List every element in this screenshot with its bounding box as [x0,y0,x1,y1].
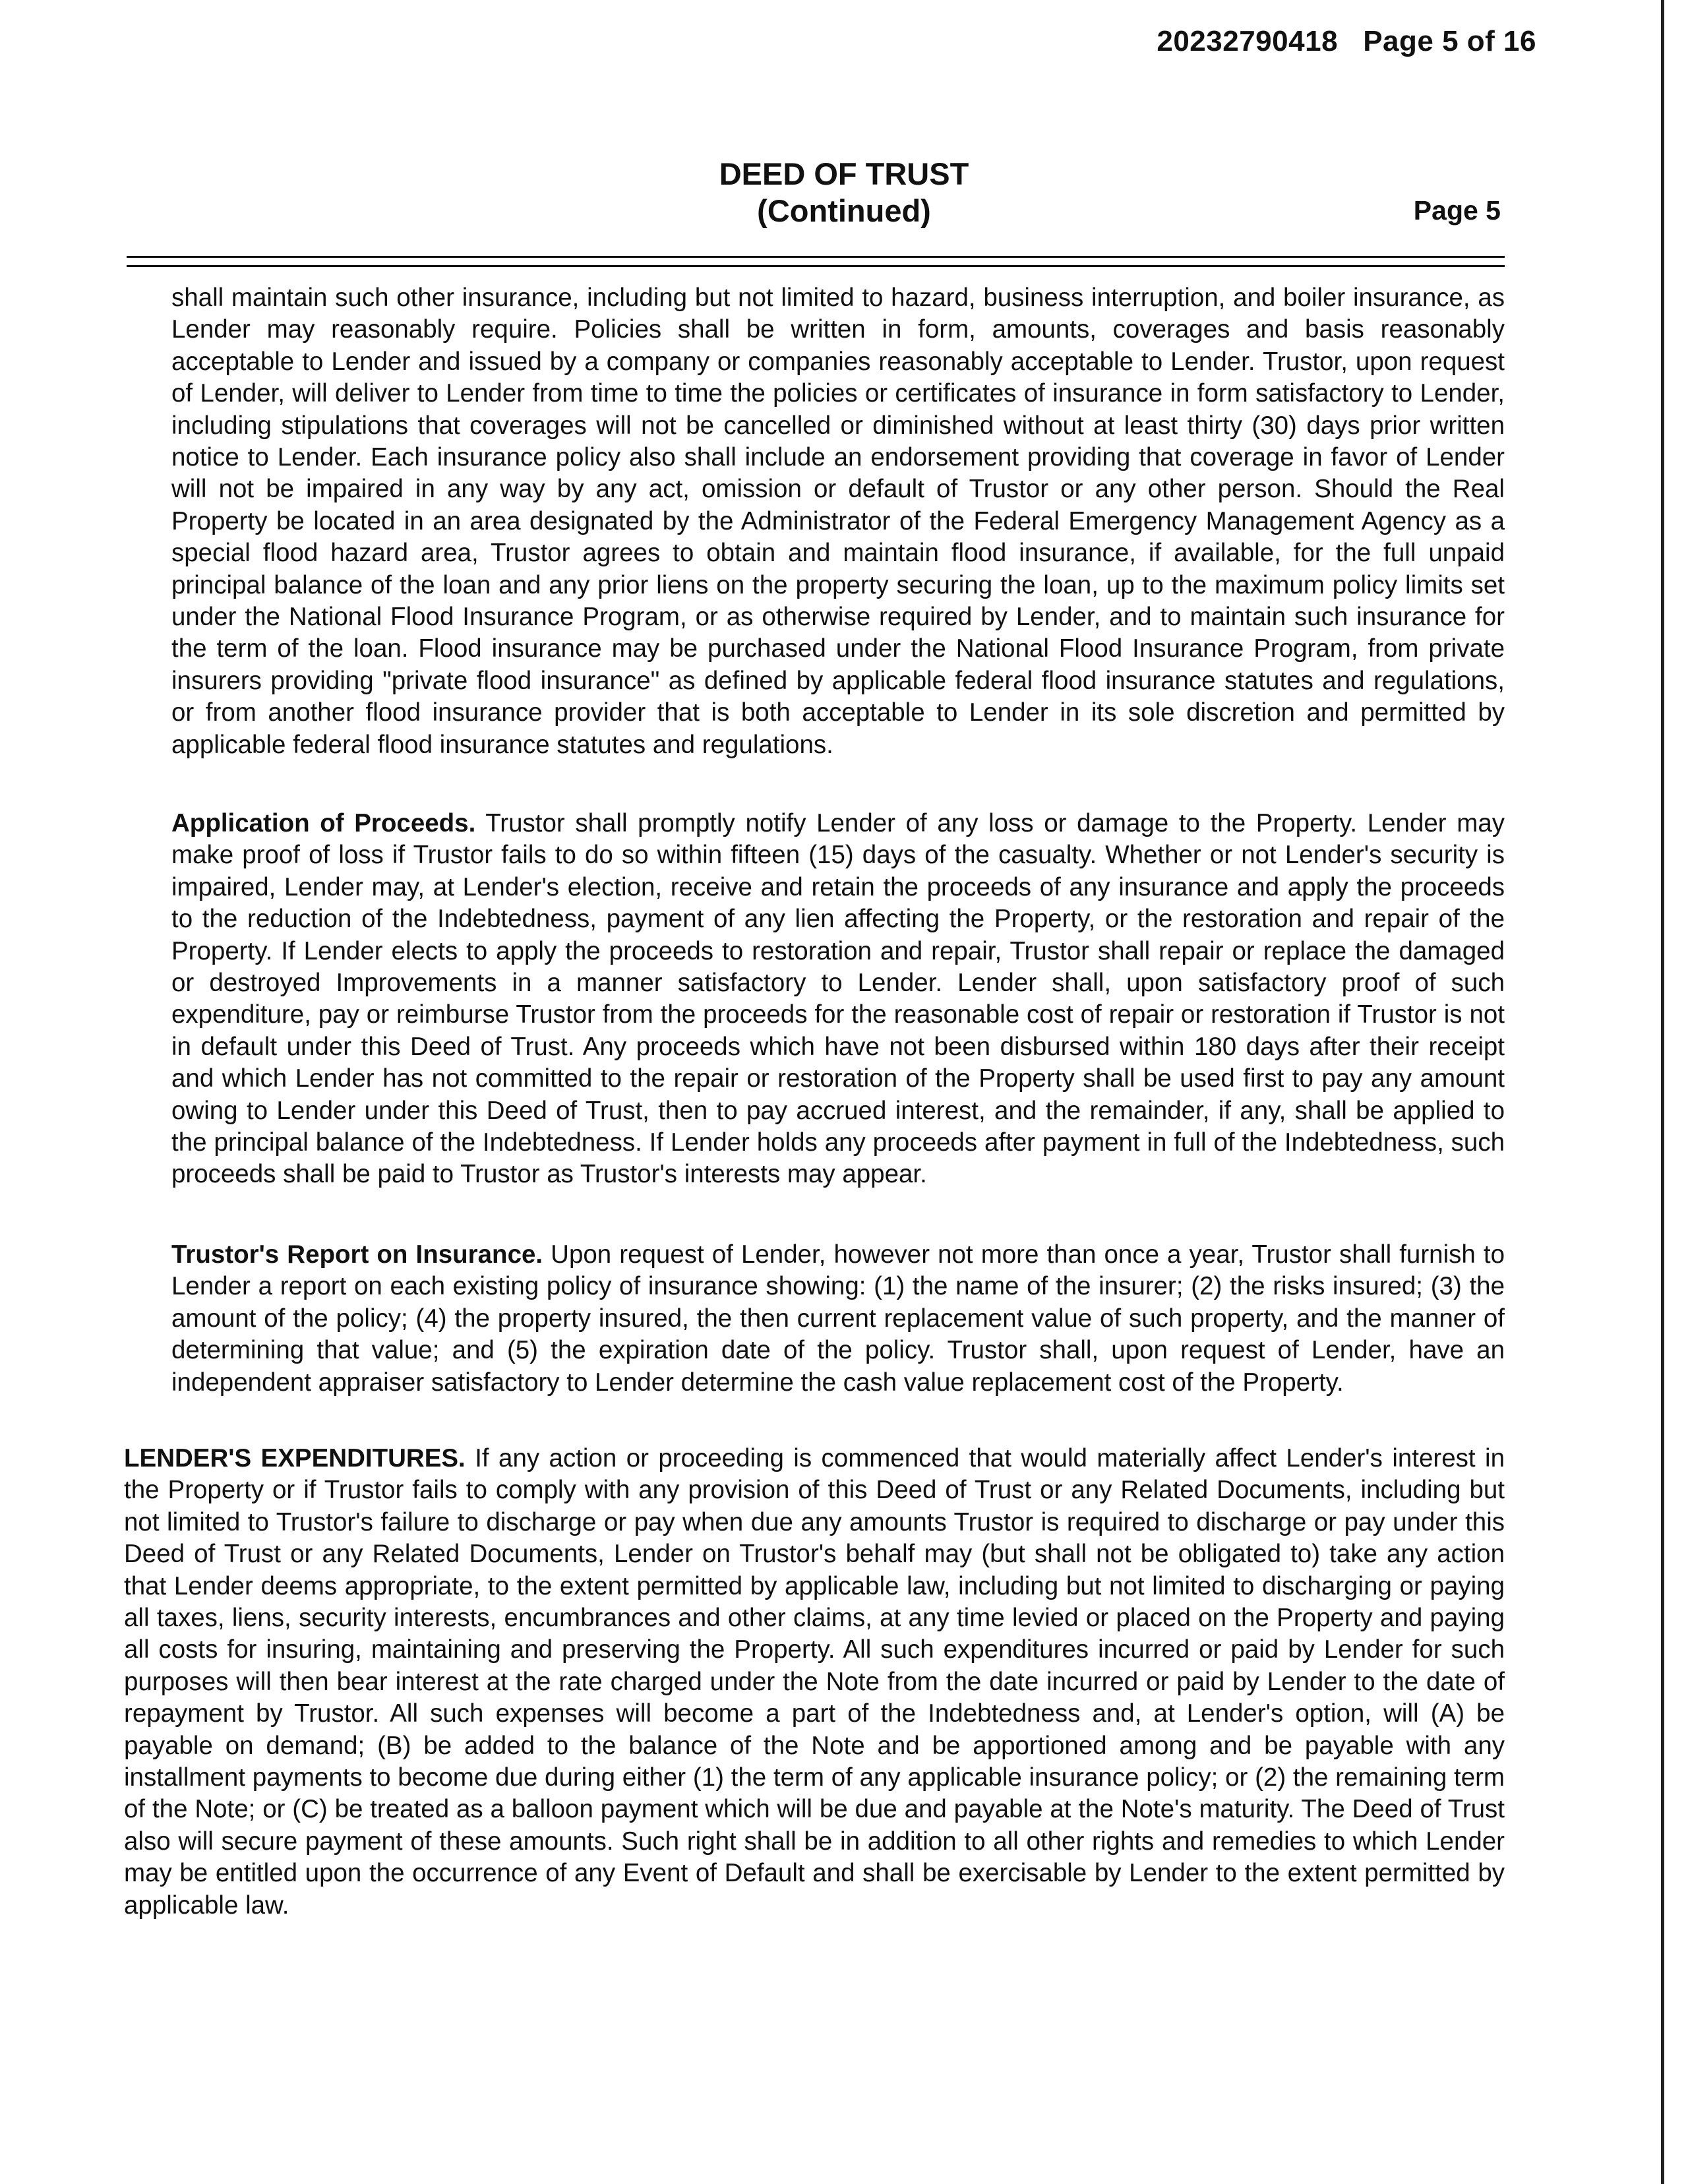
page-number-label: Page 5 [1413,195,1501,226]
document-number: 20232790418 Page 5 of 16 [1157,25,1536,57]
insurance-continued-section [171,282,1505,761]
application-of-proceeds-heading: Application of Proceeds. [171,809,476,837]
page-title: DEED OF TRUST [719,156,969,191]
page-subtitle: (Continued) [757,193,931,228]
trustors-report-text: Upon request of Lender, however not more than once a year, Trustor shall furnish to Lender a report on each existing policy of insurance showing: (1) the name of the insurer; (2) the risks insured; (3) the amount of the policy; (4) the property insured, the then current replacement value of such property, and the manner of determining that value; and (5) the expiration date of the policy. Trustor shall, upon request of Lender, have an independent appraiser satisfactory to Lender determine the cash value replacement cost of the Property. [171,1240,1505,1397]
page-edge-rule [1661,0,1664,2184]
lenders-expenditures-section [124,1443,1505,1922]
header-divider-top [127,256,1505,258]
lenders-expenditures-text: If any action or proceeding is commenced that would materially affect Lender's interest in the Property or if Trustor fails to comply with any provision of this Deed of Trust or any Related Documents, including but not limited to Trustor's failure to discharge or pay when due any amounts Trustor is required to discharge or pay under this Deed of Trust or any Related Documents, Lender on Trustor's behalf may (but shall not be obligated to) take any action that Lender deems appropriate, to the extent permitted by applicable law, including but not limited to discharging or paying all taxes, liens, security interests, encumbrances and other claims, at any time levied or placed on the Property and paying all costs for insuring, maintaining and preserving the Property. All such expenditures incurred or paid by Lender for such purposes will then bear interest at the rate charged under the Note from the date incurred or paid by Lender to the date of repayment by Trustor. All such expenses will become a part of the Indebtedness and, at Lender's option, will (A) be payable on demand; (B) be added to the balance of the Note and be apportioned among and be payable with any installment payments to become due during either (1) the term of any applicable insurance policy; or (2) the remaining term of the Note; or (C) be treated as a balloon payment which will be due and payable at the Note's maturity. The Deed of Trust also will secure payment of these amounts. Such right shall be in addition to all other rights and remedies to which Lender may be entitled upon the occurrence of any Event of Default and shall be exercisable by Lender to the extent permitted by applicable law. [124,1444,1505,1920]
header-divider-bottom [127,265,1505,267]
application-of-proceeds-section [171,808,1505,1191]
application-of-proceeds-paragraph [171,808,1505,1191]
application-of-proceeds-text: Trustor shall promptly notify Lender of any loss or damage to the Property. Lender may make proof of loss if Trustor fails to do so within fifteen (15) days of the casualty. Whether or not Lender's security is impaired, Lender may, at Lender's election, receive and retain the proceeds of any insurance and apply the proceeds to the reduction of the Indebtedness, payment of any lien affecting the Property, or the restoration and repair of the Property. If Lender elects to apply the proceeds to restoration and repair, Trustor shall repair or replace the damaged or destroyed Improvements in a manner satisfactory to Lender. Lender shall, upon satisfactory proof of such expenditure, pay or reimburse Trustor from the proceeds for the reasonable cost of repair or restoration if Trustor is not in default under this Deed of Trust. Any proceeds which have not been disbursed within 180 days after their receipt and which Lender has not committed to the repair or restoration of the Property shall be used first to pay any amount owing to Lender under this Deed of Trust, then to pay accrued interest, and the remainder, if any, shall be applied to the principal balance of the Indebtedness. If Lender holds any proceeds after payment in full of the Indebtedness, such proceeds shall be paid to Trustor as Trustor's interests may appear. [171,809,1505,1189]
insurance-continued-text: shall maintain such other insurance, including but not limited to hazard, business interruption, and boiler insurance, as Lender may reasonably require. Policies shall be written in form, amounts, coverages and basis reasonably acceptable to Lender and issued by a company or companies reasonably acceptable to Lender. Trustor, upon request of Lender, will deliver to Lender from time to time the policies or certificates of insurance in form satisfactory to Lender, including stipulations that coverages will not be cancelled or diminished without at least thirty (30) days prior written notice to Lender. Each insurance policy also shall include an endorsement providing that coverage in favor of Lender will not be impaired in any way by any act, omission or default of Trustor or any other person. Should the Real Property be located in an area designated by the Administrator of the Federal Emergency Management Agency as a special flood hazard area, Trustor agrees to obtain and maintain flood insurance, if available, for the full unpaid principal balance of the loan and any prior liens on the property securing the loan, up to the maximum policy limits set under the National Flood Insurance Program, or as otherwise required by Lender, and to maintain such insurance for the term of the loan. Flood insurance may be purchased under the National Flood Insurance Program, from private insurers providing "private flood insurance" as defined by applicable federal flood insurance statutes and regulations, or from another flood insurance provider that is both acceptable to Lender in its sole discretion and permitted by applicable federal flood insurance statutes and regulations. [171,284,1505,759]
trustors-report-paragraph [171,1239,1505,1399]
lenders-expenditures-heading: LENDER'S EXPENDITURES. [124,1444,466,1472]
trustors-report-section [171,1239,1505,1399]
lenders-expenditures-paragraph [124,1443,1505,1922]
trustors-report-heading: Trustor's Report on Insurance. [171,1240,543,1269]
